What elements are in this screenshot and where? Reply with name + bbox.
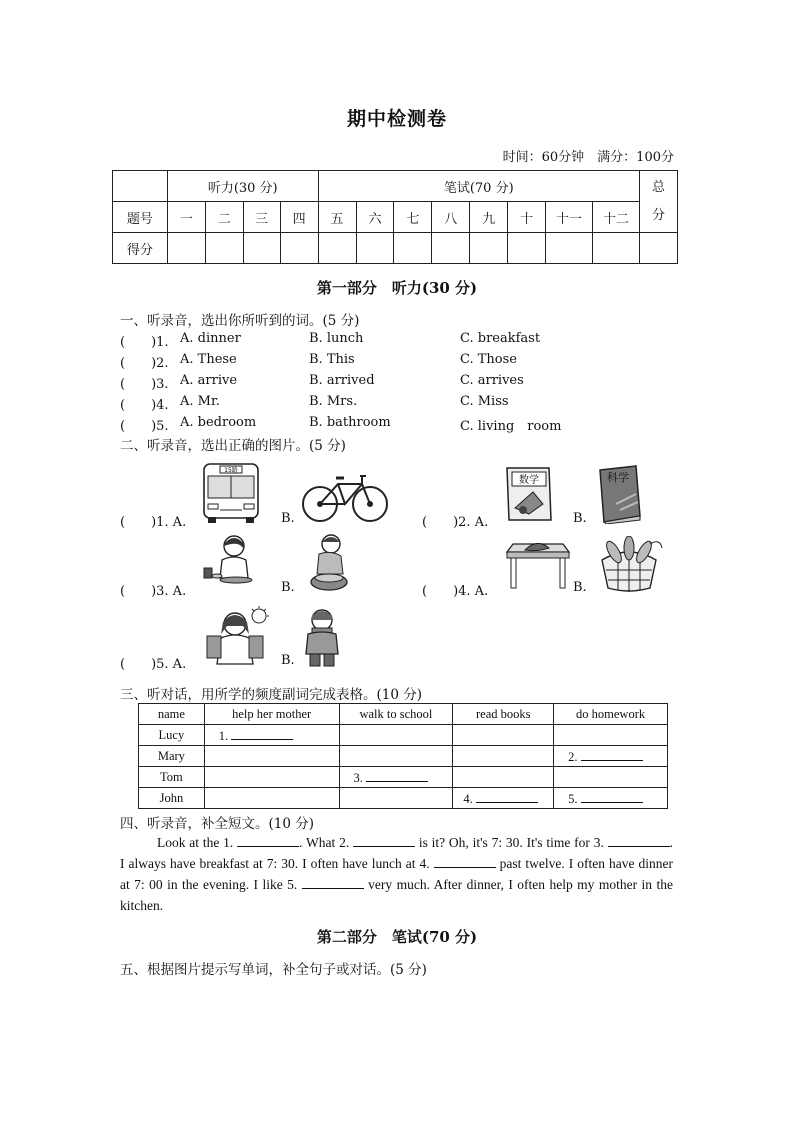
row-label-number: 题号 xyxy=(113,202,168,233)
answer-blank[interactable] xyxy=(581,790,643,803)
option-c: C. Those xyxy=(460,352,517,367)
cloze-paragraph xyxy=(120,832,673,916)
part1-title: 第一部分 听力(30 分) xyxy=(316,279,478,297)
score-cell[interactable] xyxy=(394,233,432,264)
option-a: A. arrive xyxy=(180,373,238,388)
score-cell[interactable] xyxy=(546,233,593,264)
q2-item-2-b[interactable]: B. xyxy=(573,511,587,526)
bus-icon[interactable] xyxy=(200,460,262,524)
blank-num: 3. xyxy=(353,770,363,785)
blank-num: 5. xyxy=(568,791,578,806)
q2-item-5-num[interactable]: ( )5. A. xyxy=(120,657,187,672)
writing-header: 笔试(70 分) xyxy=(318,171,639,202)
option-a: A. dinner xyxy=(180,331,241,346)
q2-item-3-b[interactable]: B. xyxy=(281,580,295,595)
table-row xyxy=(139,725,668,746)
answer-cell[interactable] xyxy=(204,725,339,746)
cloze-text: Look at the 1. xyxy=(157,835,238,850)
corner-cell xyxy=(113,171,168,202)
answer-blank[interactable] xyxy=(366,769,428,782)
score-cell[interactable] xyxy=(356,233,394,264)
option-b: B. This xyxy=(309,352,355,367)
number-cell: 七 xyxy=(394,202,432,233)
option-c: C. living room xyxy=(460,419,562,434)
q5-heading: 五、根据图片提示写单词，补全句子或对话。(5 分) xyxy=(120,962,427,978)
math-book-label: 数学 xyxy=(519,475,539,486)
cloze-text: . What 2. xyxy=(299,835,354,850)
q1-heading: 一、听录音，选出你所听到的词。(5 分) xyxy=(120,313,360,329)
empty-cell xyxy=(339,725,453,746)
answer-blank[interactable] xyxy=(476,790,538,803)
blank-num: 2. xyxy=(568,749,578,764)
math-book-icon[interactable] xyxy=(503,464,555,524)
answer-blank[interactable] xyxy=(231,727,293,740)
table-row xyxy=(139,788,668,809)
q2-item-1-num[interactable]: ( )1. A. xyxy=(120,515,187,530)
cloze-text: is it? Oh, it's 7: 30. It's time for 3. xyxy=(415,835,608,850)
q4-heading: 四、听录音，补全短文。(10 分) xyxy=(120,816,315,832)
table-header-row xyxy=(139,704,668,725)
science-book-icon[interactable] xyxy=(596,464,644,524)
number-cell: 一 xyxy=(167,202,205,233)
q2-item-3-num[interactable]: ( )3. A. xyxy=(120,584,187,599)
q3-heading: 三、听对话，用所学的频度副词完成表格。(10 分) xyxy=(120,687,423,703)
row-label-score: 得分 xyxy=(113,233,168,264)
table-row xyxy=(139,767,668,788)
number-cell: 三 xyxy=(243,202,280,233)
q1-item xyxy=(120,415,680,436)
q2-item-4-num[interactable]: ( )4. A. xyxy=(422,584,489,599)
number-cell: 二 xyxy=(205,202,243,233)
q2-heading: 二、听录音，选出正确的图片。(5 分) xyxy=(120,438,346,454)
number-cell: 四 xyxy=(280,202,318,233)
number-cell: 十 xyxy=(508,202,546,233)
hot-girl-icon[interactable] xyxy=(203,606,273,668)
header-cell: name xyxy=(139,704,205,725)
q1-item xyxy=(120,352,680,373)
empty-cell xyxy=(554,767,668,788)
basket-of-corn-icon[interactable] xyxy=(594,536,664,594)
header-cell: help her mother xyxy=(204,704,339,725)
number-cell: 六 xyxy=(356,202,394,233)
empty-cell xyxy=(453,725,554,746)
q1-items xyxy=(120,331,680,436)
empty-cell xyxy=(339,788,453,809)
number-cell: 八 xyxy=(432,202,470,233)
q1-item xyxy=(120,331,680,352)
time-info: 时间：60分钟 满分：100分 xyxy=(502,150,674,165)
answer-cell[interactable] xyxy=(554,746,668,767)
option-a: A. These xyxy=(180,352,237,367)
q1-num[interactable]: ( )5. xyxy=(120,419,169,434)
number-cell: 九 xyxy=(470,202,508,233)
header-cell: read books xyxy=(453,704,554,725)
blank-num: 1. xyxy=(218,728,229,743)
total-header xyxy=(639,171,677,233)
cloze-blank[interactable] xyxy=(608,834,670,847)
empty-cell xyxy=(453,746,554,767)
score-cell[interactable] xyxy=(470,233,508,264)
empty-cell xyxy=(204,767,339,788)
score-cell[interactable] xyxy=(280,233,318,264)
part2-title: 第二部分 笔试(70 分) xyxy=(316,928,478,946)
bus-label: 15路 xyxy=(224,467,238,474)
q2-item-2-num[interactable]: ( )2. A. xyxy=(422,515,489,530)
option-c: C. Miss xyxy=(460,394,509,409)
table-with-fish-icon[interactable] xyxy=(503,540,573,592)
q2-item-1-b[interactable]: B. xyxy=(281,511,295,526)
bicycle-icon[interactable] xyxy=(300,470,390,524)
page-title: 期中检测卷 xyxy=(346,108,447,130)
answer-cell[interactable] xyxy=(339,767,453,788)
empty-cell xyxy=(204,746,339,767)
option-b: B. arrived xyxy=(309,373,375,388)
table-row xyxy=(139,746,668,767)
q2-item-4-b[interactable]: B. xyxy=(573,580,587,595)
empty-cell xyxy=(204,788,339,809)
q1-item xyxy=(120,373,680,394)
name-cell: Lucy xyxy=(139,725,205,746)
cold-boy-icon[interactable] xyxy=(300,606,346,668)
cloze-blank[interactable] xyxy=(434,855,496,868)
answer-cell[interactable] xyxy=(453,788,554,809)
option-b: B. Mrs. xyxy=(309,394,358,409)
number-cell: 十二 xyxy=(593,202,640,233)
empty-cell xyxy=(339,746,453,767)
cloze-blank[interactable] xyxy=(237,834,299,847)
score-cell[interactable] xyxy=(508,233,546,264)
option-a: A. bedroom xyxy=(180,415,257,430)
total-header-text: 总分 xyxy=(651,179,665,223)
name-cell: John xyxy=(139,788,205,809)
header-cell: walk to school xyxy=(339,704,453,725)
score-cell[interactable] xyxy=(593,233,640,264)
header-cell: do homework xyxy=(554,704,668,725)
cloze-text: . I always have breakfast at 7: 30. I often have lunch at 4. xyxy=(120,835,673,871)
score-table xyxy=(112,170,678,264)
empty-cell xyxy=(453,767,554,788)
name-cell: Tom xyxy=(139,767,205,788)
score-cell[interactable] xyxy=(243,233,280,264)
q1-num[interactable]: ( )2. xyxy=(120,356,169,371)
number-cell: 五 xyxy=(318,202,356,233)
cloze-blank[interactable] xyxy=(302,876,364,889)
name-cell: Mary xyxy=(139,746,205,767)
science-book-label: 科学 xyxy=(607,471,629,484)
girl-eating-icon[interactable] xyxy=(200,532,254,592)
score-cell[interactable] xyxy=(205,233,243,264)
empty-cell xyxy=(554,725,668,746)
frequency-table xyxy=(138,703,668,809)
q1-num[interactable]: ( )4. xyxy=(120,398,169,413)
answer-cell[interactable] xyxy=(554,788,668,809)
cloze-text: very much. After dinner, I often help my mother in the kitchen. xyxy=(120,877,673,913)
option-c: C. arrives xyxy=(460,373,524,388)
score-cell[interactable] xyxy=(318,233,356,264)
q1-item xyxy=(120,394,680,415)
total-score-cell[interactable] xyxy=(639,233,677,264)
option-b: B. bathroom xyxy=(309,415,391,430)
q2-item-5-b[interactable]: B. xyxy=(281,653,295,668)
answer-blank[interactable] xyxy=(581,748,643,761)
boy-washing-icon[interactable] xyxy=(303,532,353,594)
score-cell[interactable] xyxy=(167,233,205,264)
q1-num[interactable]: ( )1. xyxy=(120,335,169,350)
option-a: A. Mr. xyxy=(180,394,220,409)
option-c: C. breakfast xyxy=(460,331,541,346)
option-b: B. lunch xyxy=(309,331,364,346)
score-cell[interactable] xyxy=(432,233,470,264)
cloze-text: past twelve. I often have dinner at 7: 00 in the evening. I like 5. xyxy=(120,856,673,892)
cloze-blank[interactable] xyxy=(353,834,415,847)
number-cell: 十一 xyxy=(546,202,593,233)
q1-num[interactable]: ( )3. xyxy=(120,377,169,392)
blank-num: 4. xyxy=(463,791,473,806)
listening-header: 听力(30 分) xyxy=(167,171,318,202)
